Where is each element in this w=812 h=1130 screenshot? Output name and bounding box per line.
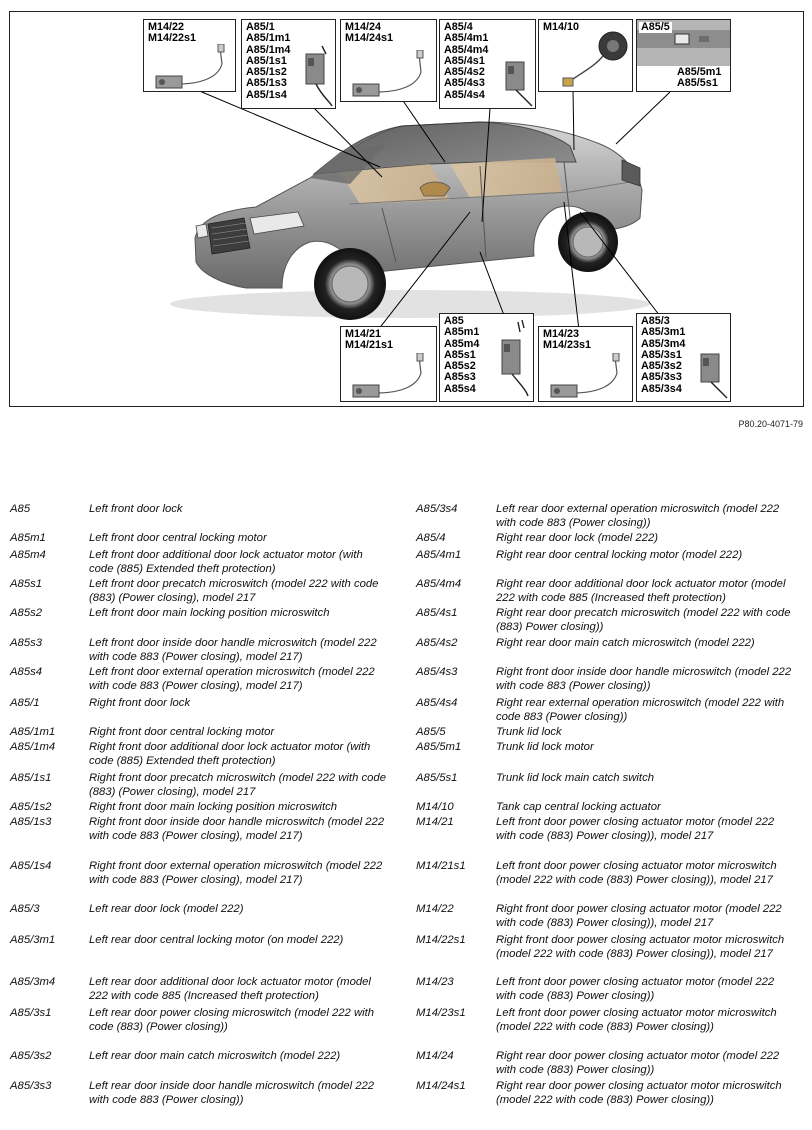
legend-code: A85s3 (10, 637, 43, 649)
callout-label: M14/10 (543, 21, 580, 33)
callout-labels (444, 22, 488, 101)
callout-labels-bottom (677, 67, 721, 90)
legend-code: A85/1s4 (10, 860, 52, 872)
legend-code: A85/3m1 (10, 934, 56, 946)
legend-description: Right rear door power closing actuator motor (model 222 with code (883) Power closing)) (496, 1050, 780, 1076)
legend-code: M14/22s1 (416, 934, 466, 946)
legend-description: Left front door power closing actuator motor (model 222 with code (883) Power closing)), model 217 (496, 816, 775, 842)
legend-code: A85/4m4 (416, 578, 462, 590)
door-lock-icon (498, 318, 532, 398)
legend-description: Right front door central locking motor (89, 726, 275, 738)
callout-labels (246, 22, 290, 101)
legend-description: Left front door power closing actuator motor microswitch (model 222 with code (883) Power closing)), model 217 (496, 860, 777, 886)
callout-label: A85/3s1 (641, 348, 682, 361)
legend-description: Left rear door central locking motor (on model 222) (89, 934, 344, 946)
callout-label: M14/24s1 (345, 32, 394, 45)
legend-description: Right rear door power closing actuator motor microswitch (model 222 with code (883) Power closing)) (496, 1080, 782, 1106)
callout-label: A85/4s2 (444, 66, 485, 79)
door-lock-icon (302, 42, 336, 108)
legend-code: M14/24s1 (416, 1080, 466, 1092)
legend-description: Right front door power closing actuator motor microswitch (model 222 with code (883) Power closing)), model 217 (496, 934, 785, 960)
callout-m14-23 (538, 326, 633, 402)
legend-code: A85m4 (10, 549, 46, 561)
legend-code: M14/23 (416, 976, 454, 988)
legend-description: Right front door inside door handle microswitch (model 222 with code 883 (Power closing)) (496, 666, 792, 692)
legend-description: Left front door lock (89, 503, 183, 515)
legend-description: Right rear door lock (model 222) (496, 532, 658, 544)
legend-description: Left front door central locking motor (89, 532, 267, 544)
callout-label: M14/23 (543, 328, 580, 340)
legend-code: A85/1s1 (10, 772, 52, 784)
callout-label: A85s1 (444, 348, 476, 361)
legend-description: Right rear door precatch microswitch (model 222 with code (883) Power closing)) (496, 607, 791, 633)
legend-description: Left rear door additional door lock actuator motor (model 222 with code 885 (Increased theft protection) (89, 976, 371, 1002)
legend-description: Trunk lid lock main catch switch (496, 772, 654, 784)
legend-code: A85/1m1 (10, 726, 56, 738)
tank-cap-actuator-icon (559, 28, 631, 90)
legend-description: Left front door additional door lock actuator motor (with code (885) Extended theft protection) (89, 549, 363, 575)
legend-description: Right front door external operation microswitch (model 222 with code 883 (Power closing), model 217) (89, 860, 383, 886)
legend-description: Left rear door lock (model 222) (89, 903, 244, 915)
callout-labels (444, 316, 479, 395)
callout-label: A85/5m1 (677, 66, 722, 78)
callout-m14-22 (143, 19, 236, 92)
legend-code: A85/3s3 (10, 1080, 52, 1092)
callout-label: A85s3 (444, 371, 476, 384)
legend-code: M14/21 (416, 816, 454, 828)
front-wheel (314, 248, 386, 320)
callout-m14-21 (340, 326, 437, 402)
actuator-motor-icon (148, 44, 234, 90)
legend-code: A85m1 (10, 532, 46, 544)
callout-label: A85/4m1 (444, 32, 489, 45)
callout-label: M14/21 (345, 328, 382, 340)
callout-label: M14/22 (148, 21, 185, 33)
legend-code: A85/4s1 (416, 607, 458, 619)
legend-description: Left front door precatch microswitch (model 222 with code (883) (Power closing), model 217 (89, 578, 379, 604)
legend-code: A85/3 (10, 903, 40, 915)
legend-description: Left rear door power closing microswitch (model 222 with code (883) (Power closing)) (89, 1007, 375, 1033)
legend-code: A85/1s3 (10, 816, 52, 828)
legend-description: Right front door main locking position microswitch (89, 801, 338, 813)
callout-label: A85/3s4 (641, 382, 682, 395)
legend-code: A85/4m1 (416, 549, 462, 561)
legend-code: A85 (10, 503, 31, 515)
door-lock-icon (502, 56, 536, 108)
legend-description: Left front door main locking position microswitch (89, 607, 330, 619)
legend-code: A85s4 (10, 666, 43, 678)
legend-description: Left rear door main catch microswitch (model 222) (89, 1050, 341, 1062)
legend-description: Right front door lock (89, 697, 191, 709)
callout-label: A85/4s4 (444, 88, 485, 101)
callout-label: A85/1m1 (246, 32, 291, 45)
legend-code: A85/1m4 (10, 741, 56, 753)
callout-label: M14/22s1 (148, 32, 197, 45)
callout-m14-24 (340, 19, 437, 102)
callout-label: A85/3s2 (641, 360, 682, 373)
callout-label: A85/3 (641, 315, 670, 327)
callout-label: A85 (444, 315, 464, 327)
callout-labels (641, 316, 685, 395)
legend-description: Left front door power closing actuator motor microswitch (model 222 with code (883) Power closing)) (496, 1007, 777, 1033)
callout-label: A85m1 (444, 326, 480, 339)
callout-a85 (439, 313, 534, 402)
callout-label: M14/23s1 (543, 339, 592, 352)
callout-label: A85/4 (444, 21, 473, 33)
legend-code: A85/3s2 (10, 1050, 52, 1062)
legend-description: Right front door inside door handle microswitch (model 222 with code 883 (Power closing), model 217) (89, 816, 385, 842)
callout-a85-3 (636, 313, 731, 402)
legend-description: Trunk lid lock (496, 726, 562, 738)
legend-description: Left front door power closing actuator motor (model 222 with code (883) Power closing)) (496, 976, 775, 1002)
legend-code: A85/3s4 (416, 503, 458, 515)
callout-labels (148, 22, 196, 45)
callout-label: A85/1s1 (246, 54, 287, 67)
legend-description: Right rear door central locking motor (model 222) (496, 549, 743, 561)
legend-code: A85/5m1 (416, 741, 462, 753)
callout-labels (639, 22, 672, 33)
callout-label: A85/4s3 (444, 77, 485, 90)
legend-code: A85/3s1 (10, 1007, 52, 1019)
legend-description: Right rear door main catch microswitch (model 222) (496, 637, 755, 649)
callout-label: A85/1s2 (246, 66, 287, 79)
callout-label: A85/3s3 (641, 371, 682, 384)
legend-description: Right rear external operation microswitch (model 222 with code 883 (Power closing)) (496, 697, 785, 723)
legend-code: M14/23s1 (416, 1007, 466, 1019)
rear-wheel (558, 212, 618, 272)
door-lock-icon (697, 350, 731, 400)
callout-label: A85/1m4 (246, 43, 291, 56)
callout-labels (345, 22, 393, 45)
callout-a85-4 (439, 19, 536, 109)
legend-code: A85/4s3 (416, 666, 458, 678)
callout-label: M14/24 (345, 21, 382, 33)
callout-label: A85/5s1 (677, 77, 718, 90)
callout-label: A85/3m4 (641, 337, 686, 350)
callout-labels (345, 329, 393, 352)
legend-code: A85/1s2 (10, 801, 52, 813)
callout-label: A85/4s1 (444, 54, 485, 67)
actuator-motor-icon (543, 353, 629, 399)
component-locator-figure (9, 11, 804, 407)
legend-description: Tank cap central locking actuator (496, 801, 661, 813)
legend-description: Right rear door additional door lock actuator motor (model 222 with code 885 (Increased theft protection) (496, 578, 786, 604)
legend-code: M14/10 (416, 801, 454, 813)
callout-label: A85/5 (641, 21, 670, 33)
legend-code: A85/1 (10, 697, 40, 709)
legend-description: Left front door inside door handle microswitch (model 222 with code 883 (Power closing), model 217) (89, 637, 377, 663)
figure-reference: P80.20-4071-79 (738, 419, 803, 429)
legend-description: Left rear door external operation microswitch (model 222 with code 883 (Power closing)) (496, 503, 780, 529)
callout-label: A85s4 (444, 382, 476, 395)
legend-code: A85/4s4 (416, 697, 458, 709)
legend-code: A85s1 (10, 578, 43, 590)
callout-label: M14/21s1 (345, 339, 394, 352)
legend-description: Left rear door inside door handle microswitch (model 222 with code 883 (Power closing)) (89, 1080, 375, 1106)
actuator-motor-icon (345, 50, 433, 100)
legend-code: A85/4s2 (416, 637, 458, 649)
legend-code: A85s2 (10, 607, 43, 619)
legend-description: Trunk lid lock motor (496, 741, 594, 753)
callout-label: A85m4 (444, 337, 480, 350)
callout-m14-10 (538, 19, 633, 92)
callout-label: A85/3m1 (641, 326, 686, 339)
callout-a85-5 (636, 19, 731, 92)
callout-label: A85/4m4 (444, 43, 489, 56)
legend-code: A85/5 (416, 726, 446, 738)
legend-code: A85/4 (416, 532, 446, 544)
callout-label: A85/1s4 (246, 88, 287, 101)
callout-labels (543, 329, 591, 352)
callout-label: A85s2 (444, 360, 476, 373)
legend-description: Left front door external operation microswitch (model 222 with code 883 (Power closing), model 217) (89, 666, 375, 692)
legend-code: M14/21s1 (416, 860, 466, 872)
legend-code: M14/22 (416, 903, 454, 915)
legend-code: A85/5s1 (416, 772, 458, 784)
legend-description: Right front door precatch microswitch (model 222 with code (883) (Power closing), model 217 (89, 772, 386, 798)
legend-code: A85/3m4 (10, 976, 56, 988)
legend-code: M14/24 (416, 1050, 454, 1062)
legend-description: Right front door power closing actuator motor (model 222 with code (883) Power closing)), model 217 (496, 903, 782, 929)
legend-description: Right front door additional door lock actuator motor (with code (885) Extended theft protection) (89, 741, 371, 767)
callout-label: A85/1s3 (246, 77, 287, 90)
callout-label: A85/1 (246, 21, 275, 33)
callout-a85-1 (241, 19, 336, 109)
actuator-motor-icon (345, 353, 433, 399)
